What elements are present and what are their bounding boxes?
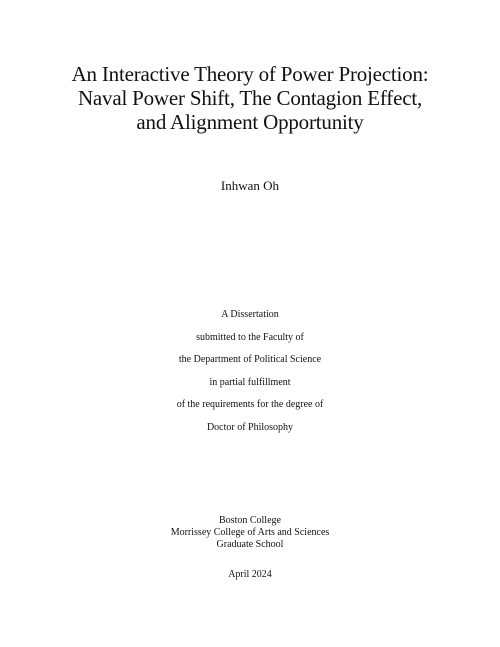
institution-line-1: Boston College <box>219 515 281 526</box>
statement-line-2: submitted to the Faculty of <box>196 331 304 343</box>
statement-line-5: of the requirements for the degree of <box>176 399 324 410</box>
institution-line-3: Graduate School <box>216 539 284 550</box>
statement-line-6: Doctor of Philosophy <box>206 421 294 433</box>
institution-line-2: Morrissey College of Arts and Sciences <box>170 527 330 538</box>
statement-line-4: in partial fulfillment <box>209 376 291 388</box>
statement-line-1: A Dissertation <box>221 309 279 320</box>
dissertation-title <box>0 62 500 134</box>
title-line-3: and Alignment Opportunity <box>136 110 364 134</box>
statement-line-3: the Department of Political Science <box>178 354 322 365</box>
title-line-1: An Interactive Theory of Power Projection: <box>71 62 429 86</box>
submission-date: April 2024 <box>228 569 272 580</box>
author-name: Inhwan Oh <box>220 178 280 193</box>
title-line-2: Naval Power Shift, The Contagion Effect, <box>77 86 423 110</box>
institution-block <box>0 515 500 551</box>
submission-statement <box>0 309 500 444</box>
